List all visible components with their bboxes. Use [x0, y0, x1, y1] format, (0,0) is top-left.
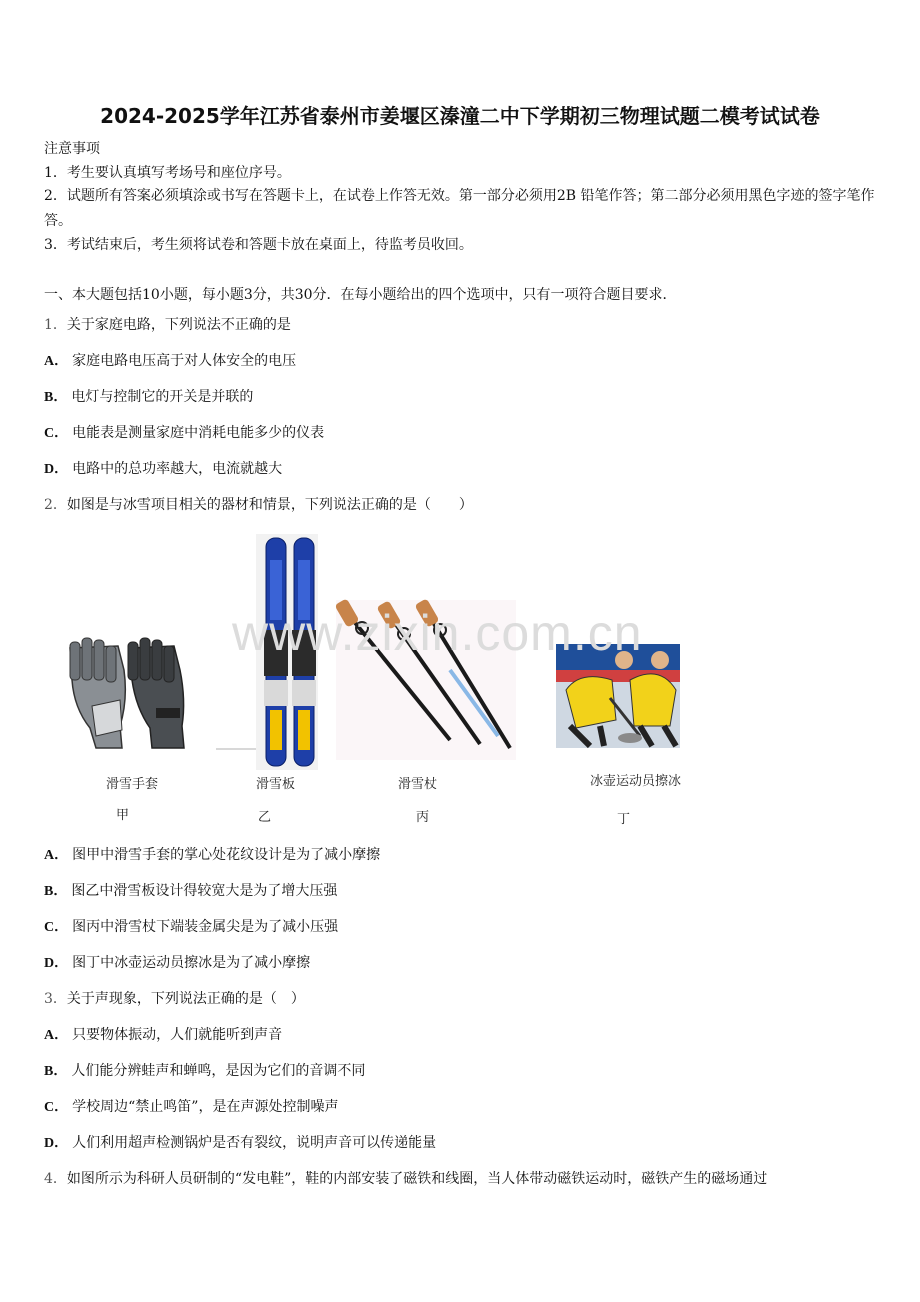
- label-yi: 乙: [258, 810, 272, 825]
- option-key: C．: [44, 920, 69, 935]
- option-d: [44, 1132, 436, 1152]
- option-key: A．: [44, 848, 69, 863]
- option-b: [44, 1060, 365, 1080]
- option-key: B．: [44, 390, 68, 405]
- option-text: 家庭电路电压高于对人体安全的电压: [72, 353, 297, 369]
- question-number: 1．: [44, 317, 67, 333]
- label-ding: 丁: [617, 812, 631, 827]
- option-c: [44, 1096, 338, 1116]
- label-bing: 丙: [416, 810, 430, 825]
- notice-item: 3．考试结束后，考生须将试卷和答题卡放在桌面上，待监考员收回。: [44, 237, 473, 253]
- question-stem: 关于声现象，下列说法正确的是（ ）: [66, 991, 305, 1007]
- option-text: 图丁中冰壶运动员擦冰是为了减小摩擦: [72, 955, 311, 971]
- option-key: D．: [44, 1136, 69, 1151]
- option-a: [44, 844, 380, 864]
- option-text: 电能表是测量家庭中消耗电能多少的仪表: [72, 425, 325, 441]
- caption-skis: 滑雪板: [256, 777, 296, 792]
- notice-item: 1．考生要认真填写考场号和座位序号。: [44, 165, 291, 181]
- option-key: C．: [44, 1100, 69, 1115]
- option-text: 电路中的总功率越大，电流就越大: [72, 461, 283, 477]
- option-key: B．: [44, 884, 68, 899]
- option-d: [44, 952, 310, 972]
- caption-poles: 滑雪杖: [398, 777, 438, 792]
- question-4: [44, 1168, 767, 1188]
- option-c: [44, 916, 338, 936]
- question-stem: 如图是与冰雪项目相关的器材和情景，下列说法正确的是（ ）: [66, 497, 473, 513]
- notice-heading: 注意事项: [44, 141, 100, 157]
- option-text: 图乙中滑雪板设计得较宽大是为了增大压强: [71, 883, 338, 899]
- option-key: C．: [44, 426, 69, 441]
- question-number: 2．: [44, 497, 67, 513]
- caption-curling: 冰壶运动员擦冰: [590, 774, 682, 789]
- question-2: [44, 494, 473, 514]
- option-text: 学校周边“禁止鸣笛”，是在声源处控制噪声: [72, 1099, 339, 1115]
- question-stem: 关于家庭电路，下列说法不正确的是: [66, 317, 291, 333]
- question-number: 3．: [44, 991, 67, 1007]
- page-title: 2024-2025学年江苏省泰州市姜堰区溱潼二中下学期初三物理试题二模考试试卷: [100, 104, 820, 128]
- option-key: D．: [44, 462, 69, 477]
- question-number: 4．: [44, 1171, 67, 1187]
- option-key: A．: [44, 354, 69, 369]
- label-jia: 甲: [116, 808, 130, 823]
- option-text: 电灯与控制它的开关是并联的: [71, 389, 254, 405]
- option-text: 人们利用超声检测锅炉是否有裂纹，说明声音可以传递能量: [72, 1135, 437, 1151]
- option-text: 人们能分辨蛙声和蝉鸣，是因为它们的音调不同: [71, 1063, 366, 1079]
- question-3: [44, 988, 305, 1008]
- question-1: [44, 314, 291, 334]
- option-key: B．: [44, 1064, 68, 1079]
- ski-gloves-image: [70, 638, 184, 748]
- option-key: D．: [44, 956, 69, 971]
- option-a: [44, 350, 296, 370]
- option-text: 图丙中滑雪杖下端装金属尖是为了减小压强: [72, 919, 339, 935]
- option-text: 只要物体振动，人们就能听到声音: [72, 1027, 283, 1043]
- option-d: [44, 458, 282, 478]
- option-b: [44, 386, 253, 406]
- question-stem: 如图所示为科研人员研制的“发电鞋”，鞋的内部安装了磁铁和线圈，当人体带动磁铁运动时，磁铁产生的磁场通过: [66, 1171, 768, 1187]
- section-heading: 一、本大题包括10小题，每小题3分，共30分．在每小题给出的四个选项中，只有一项符合题目要求．: [44, 287, 677, 303]
- option-text: 图甲中滑雪手套的掌心处花纹设计是为了减小摩擦: [72, 847, 381, 863]
- option-key: A．: [44, 1028, 69, 1043]
- caption-gloves: 滑雪手套: [106, 777, 159, 792]
- watermark: www.zixin.com.cn: [232, 605, 643, 661]
- option-a: [44, 1024, 282, 1044]
- option-c: [44, 422, 324, 442]
- option-b: [44, 880, 337, 900]
- notice-item: 2．试题所有答案必须填涂或书写在答题卡上，在试卷上作答无效。第一部分必须用2B 铅笔作答；第二部分必须用黑色字迹的签字笔作答。: [44, 188, 875, 229]
